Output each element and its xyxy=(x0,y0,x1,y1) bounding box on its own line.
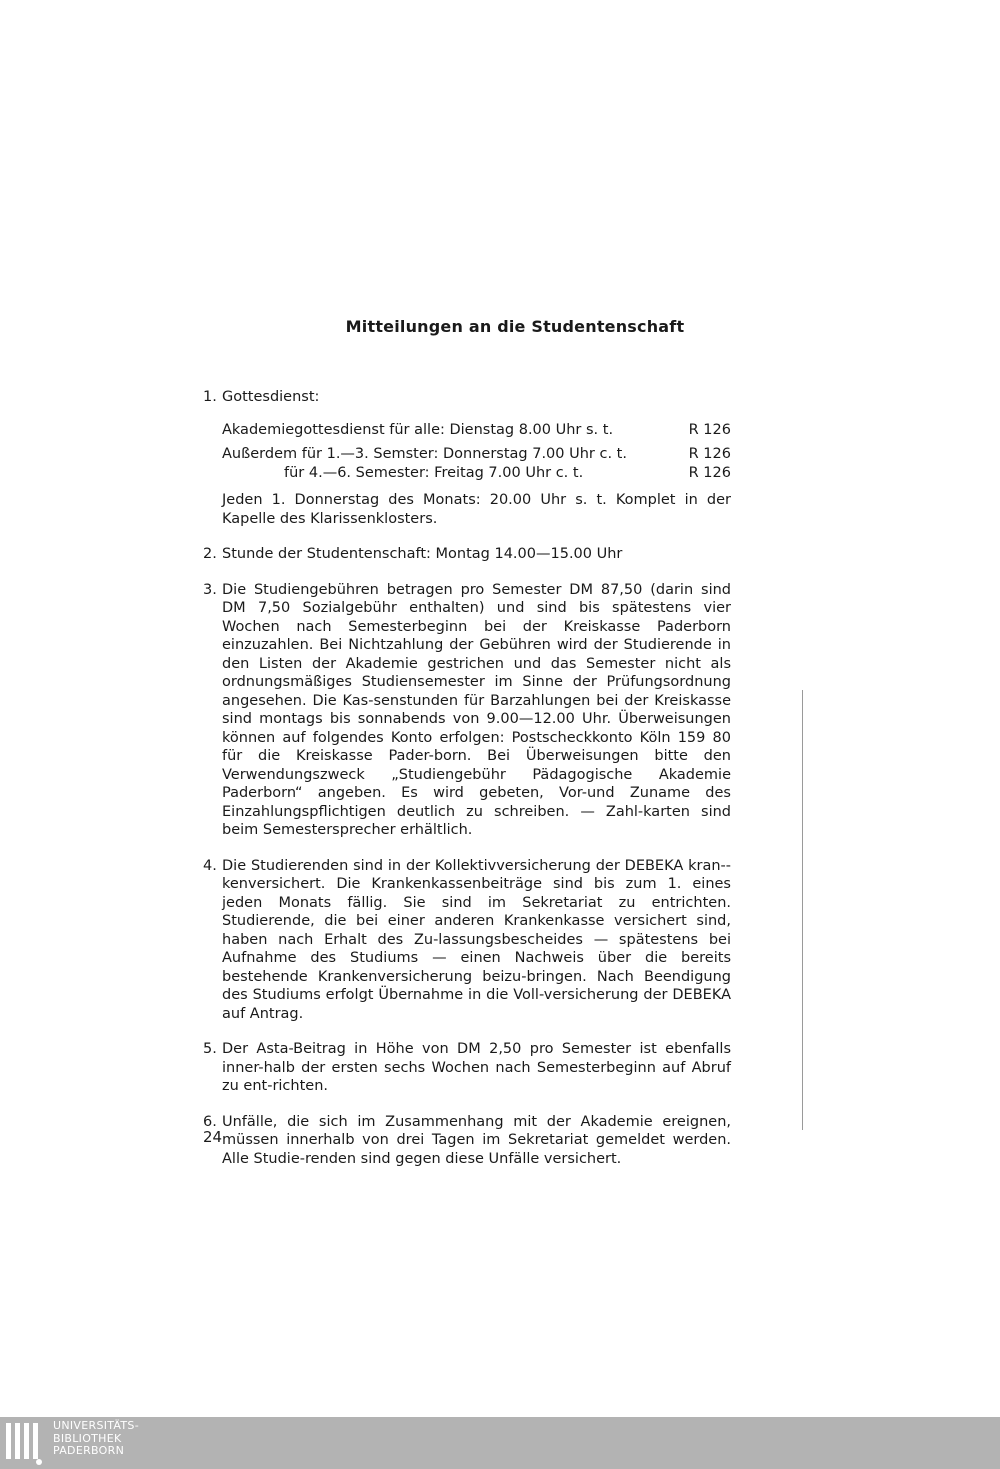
service-list xyxy=(222,421,731,483)
service-label: Außerdem für 1.—3. Semster: Donnerstag 7.00 Uhr c. t. xyxy=(222,446,627,462)
item-number: 6. xyxy=(203,1113,217,1130)
page-number: 24 xyxy=(203,1128,223,1146)
item-text: Stunde der Studentenschaft: Montag 14.00—15.00 Uhr xyxy=(222,546,623,562)
library-name-line: UNIVERSITÄTS- xyxy=(53,1419,139,1432)
service-row xyxy=(222,464,731,483)
service-row xyxy=(222,445,731,464)
item-3 xyxy=(203,581,731,840)
library-logo-dot xyxy=(36,1459,42,1465)
library-logo-icon xyxy=(6,1421,38,1465)
item-number: 1. xyxy=(203,389,217,405)
service-label: Akademiegottesdienst für alle: Dienstag 8.00 Uhr s. t. xyxy=(222,421,614,438)
item-number: 3. xyxy=(203,581,217,598)
item-text: Die Studierenden sind in der Kollektivversicherung der DEBEKA kran-kenversichert. Die Krankenkassenbeiträge sind bis zum 1. eines jeden Monats fällig. Sie sind im Sekretariat zu entrichten. Studierende, die bei einer anderen Krankenkasse versichert sind, haben nach Erhalt des Zu-lassungsbescheides — spätestens bei Aufnahme des Studiums — einen Nachweis über die bereits bestehende Krankenversicherung beizu-bringen. Nach Beendigung des Studiums erfolgt Übernahme in die Voll-versicherung der DEBEKA auf Antrag. xyxy=(222,857,731,1022)
item-4 xyxy=(203,857,731,1024)
item-heading: Gottesdienst: xyxy=(222,389,320,405)
item-6 xyxy=(203,1113,731,1169)
item-number: 4. xyxy=(203,857,217,874)
item-number: 5. xyxy=(203,1041,217,1057)
page-title: Mitteilungen an die Studentenschaft xyxy=(345,317,685,336)
service-row xyxy=(222,421,731,440)
item-number: 2. xyxy=(203,546,217,562)
service-room: R 126 xyxy=(688,446,731,462)
item-text: Der Asta-Beitrag in Höhe von DM 2,50 pro Semester ist ebenfalls inner-halb der ersten sechs Wochen nach Semesterbeginn auf Abruf zu ent-richten. xyxy=(222,1041,731,1094)
item-text: Unfälle, die sich im Zusammenhang mit der Akademie ereignen, müssen innerhalb von drei Tagen im Sekretariat gemeldet werden. Alle Studie-renden sind gegen diese Unfälle versichert. xyxy=(222,1113,731,1167)
service-room: R 126 xyxy=(688,464,731,481)
item-5 xyxy=(203,1040,731,1096)
library-footer xyxy=(0,1417,1000,1469)
service-label: für 4.—6. Semester: Freitag 7.00 Uhr c. t. xyxy=(284,464,584,481)
item-text: Die Studiengebühren betragen pro Semester DM 87,50 (darin sind DM 7,50 Sozialgebühr enthalten) und sind bis spätestens vier Wochen nach Semesterbeginn bei der Kreiskasse Paderborn einzuzahlen. Bei Nichtzahlung der Gebühren wird der Studierende in den Listen der Akademie gestrichen und das Semester nicht als ordnungsmäßiges Studiensemester im Sinne der Prüfungsordnung angesehen. Die Kas-senstunden für Barzahlungen bei der Kreiskasse sind montags bis sonnabends von 9.00—12.00 Uhr. Überweisungen können auf folgendes Konto erfolgen: Postscheckkonto Köln 159 80 für die Kreiskasse Pader-born. Bei Überweisungen bitte den Verwendungszweck „Studiengebühr Pädagogische Akademie Paderborn“ angeben. Es wird gebeten, Vor-und Zuname des Einzahlungspflichtigen deutlich zu schreiben. — Zahl-karten sind beim Semestersprecher erhältlich. xyxy=(222,581,731,838)
library-name-line: BIBLIOTHEK xyxy=(53,1431,122,1445)
item-1 xyxy=(203,388,731,528)
library-name xyxy=(53,1420,139,1458)
service-room: R 126 xyxy=(688,421,731,438)
service-note: Jeden 1. Donnerstag des Monats: 20.00 Uhr s. t. Komplet in der Kapelle des Klarissenklosters. xyxy=(222,492,731,527)
item-2 xyxy=(203,545,731,564)
library-name-line: PADERBORN xyxy=(53,1444,125,1457)
document-body xyxy=(203,388,731,1185)
page-edge-line xyxy=(802,690,803,1130)
